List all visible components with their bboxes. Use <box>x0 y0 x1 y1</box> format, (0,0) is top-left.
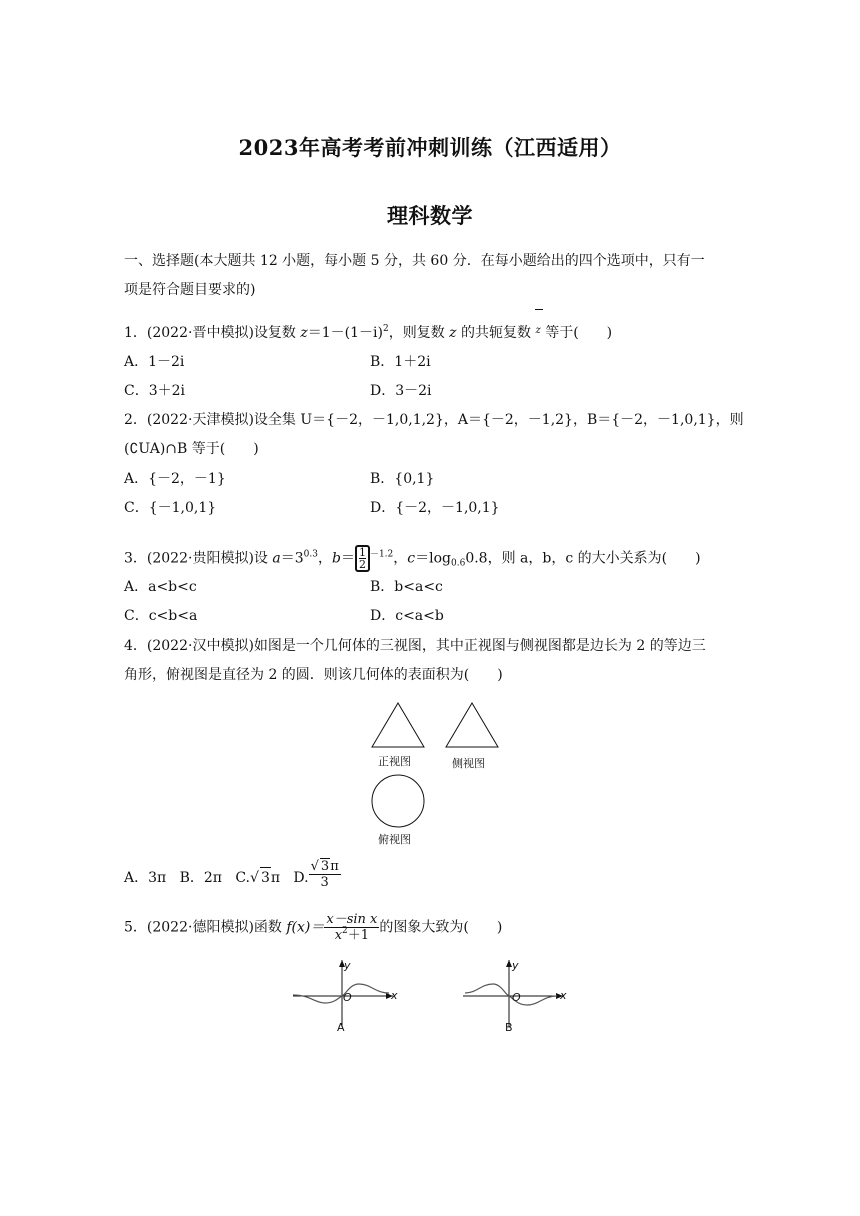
q1-option-a: A．1－2i <box>124 354 185 370</box>
question-1-stem: 1．(2022·晋中模拟)设复数 $z=1-(1-i)^2$，则复数 z 的共轭复数 z 等于( ) <box>124 323 612 345</box>
question-3-stem: 3．(2022·贵阳模拟)设 $a=3^{0.3}$，b＝ $\frac{1}{2}$ $^{-1.2}$，$c=\log_{0.6}0.8$，则 a，b，c 的大小关系为( ) <box>124 546 701 571</box>
q1-option-c: C．3＋2i <box>124 383 186 399</box>
graph-b-x-label: x <box>560 989 567 1002</box>
section-intro-line2: 项是符合题目要求的) <box>124 282 256 298</box>
q2-option-a: A．{－2，－1} <box>124 471 226 487</box>
graph-a-y-label: y <box>344 959 351 972</box>
question-2-stem-line1: 2．(2022·天津模拟)设全集 U＝{－2，－1,0,1,2}，A＝{－2，－1,2}，B＝{－2，－1,0,1}，则 <box>124 412 744 428</box>
q1-option-d: D．3－2i <box>370 383 432 399</box>
question-4-stem-line1: 4．(2022·汉中模拟)如图是一个几何体的三视图，其中正视图与侧视图都是边长为 2 的等边三 <box>124 638 706 654</box>
side-view-label: 侧视图 <box>452 757 485 770</box>
q2-option-d: D．{－2，－1,0,1} <box>370 500 500 516</box>
q4-option-c: C.√ 3π <box>235 870 280 886</box>
question-5-stem: 5．(2022·德阳模拟)函数 f(x)＝ $\frac{\text{x－sin x}}{x^2+1}$ 的图象大致为( ) <box>124 912 503 943</box>
graph-b-origin-label: O <box>512 991 521 1004</box>
side-view-triangle <box>446 703 498 747</box>
q3-option-d: D．c<a<b <box>370 608 444 624</box>
graph-a-origin-label: O <box>343 991 352 1004</box>
q2-option-b: B．{0,1} <box>370 471 435 487</box>
q3-option-b: B．b<a<c <box>370 579 443 595</box>
page-title: 2023年高考考前冲刺训练（江西适用） <box>238 135 622 160</box>
q4-option-d: D. $\frac{√ 3\pi}{3}$ <box>293 859 339 890</box>
front-view-triangle <box>372 703 424 747</box>
q3-option-a: A．a<b<c <box>124 579 197 595</box>
q4-option-a: A．3π <box>124 870 167 886</box>
question-2-stem-line2: (∁UA)∩B 等于( ) <box>124 441 259 457</box>
graph-a-x-label: x <box>391 989 398 1002</box>
q4-options <box>124 859 341 894</box>
top-view-label: 俯视图 <box>378 833 411 846</box>
graph-b-label: B <box>505 1021 513 1034</box>
q1-option-b: B．1＋2i <box>370 354 431 370</box>
top-view-circle <box>372 775 424 827</box>
q3-option-c: C．c<b<a <box>124 608 198 624</box>
q4-option-b: B．2π <box>179 870 222 886</box>
q2-option-c: C．{－1,0,1} <box>124 500 217 516</box>
front-view-label: 正视图 <box>378 755 411 768</box>
section-intro-line1: 一、选择题(本大题共 12 小题，每小题 5 分，共 60 分．在每小题给出的四个选项中，只有一 <box>124 253 705 269</box>
graph-b-y-label: y <box>512 959 519 972</box>
page-subtitle: 理科数学 <box>387 203 473 228</box>
graph-a-label: A <box>337 1021 345 1034</box>
question-4-stem-line2: 角形，俯视图是直径为 2 的圆．则该几何体的表面积为( ) <box>124 667 503 683</box>
function-graphs-figure <box>285 955 575 1035</box>
